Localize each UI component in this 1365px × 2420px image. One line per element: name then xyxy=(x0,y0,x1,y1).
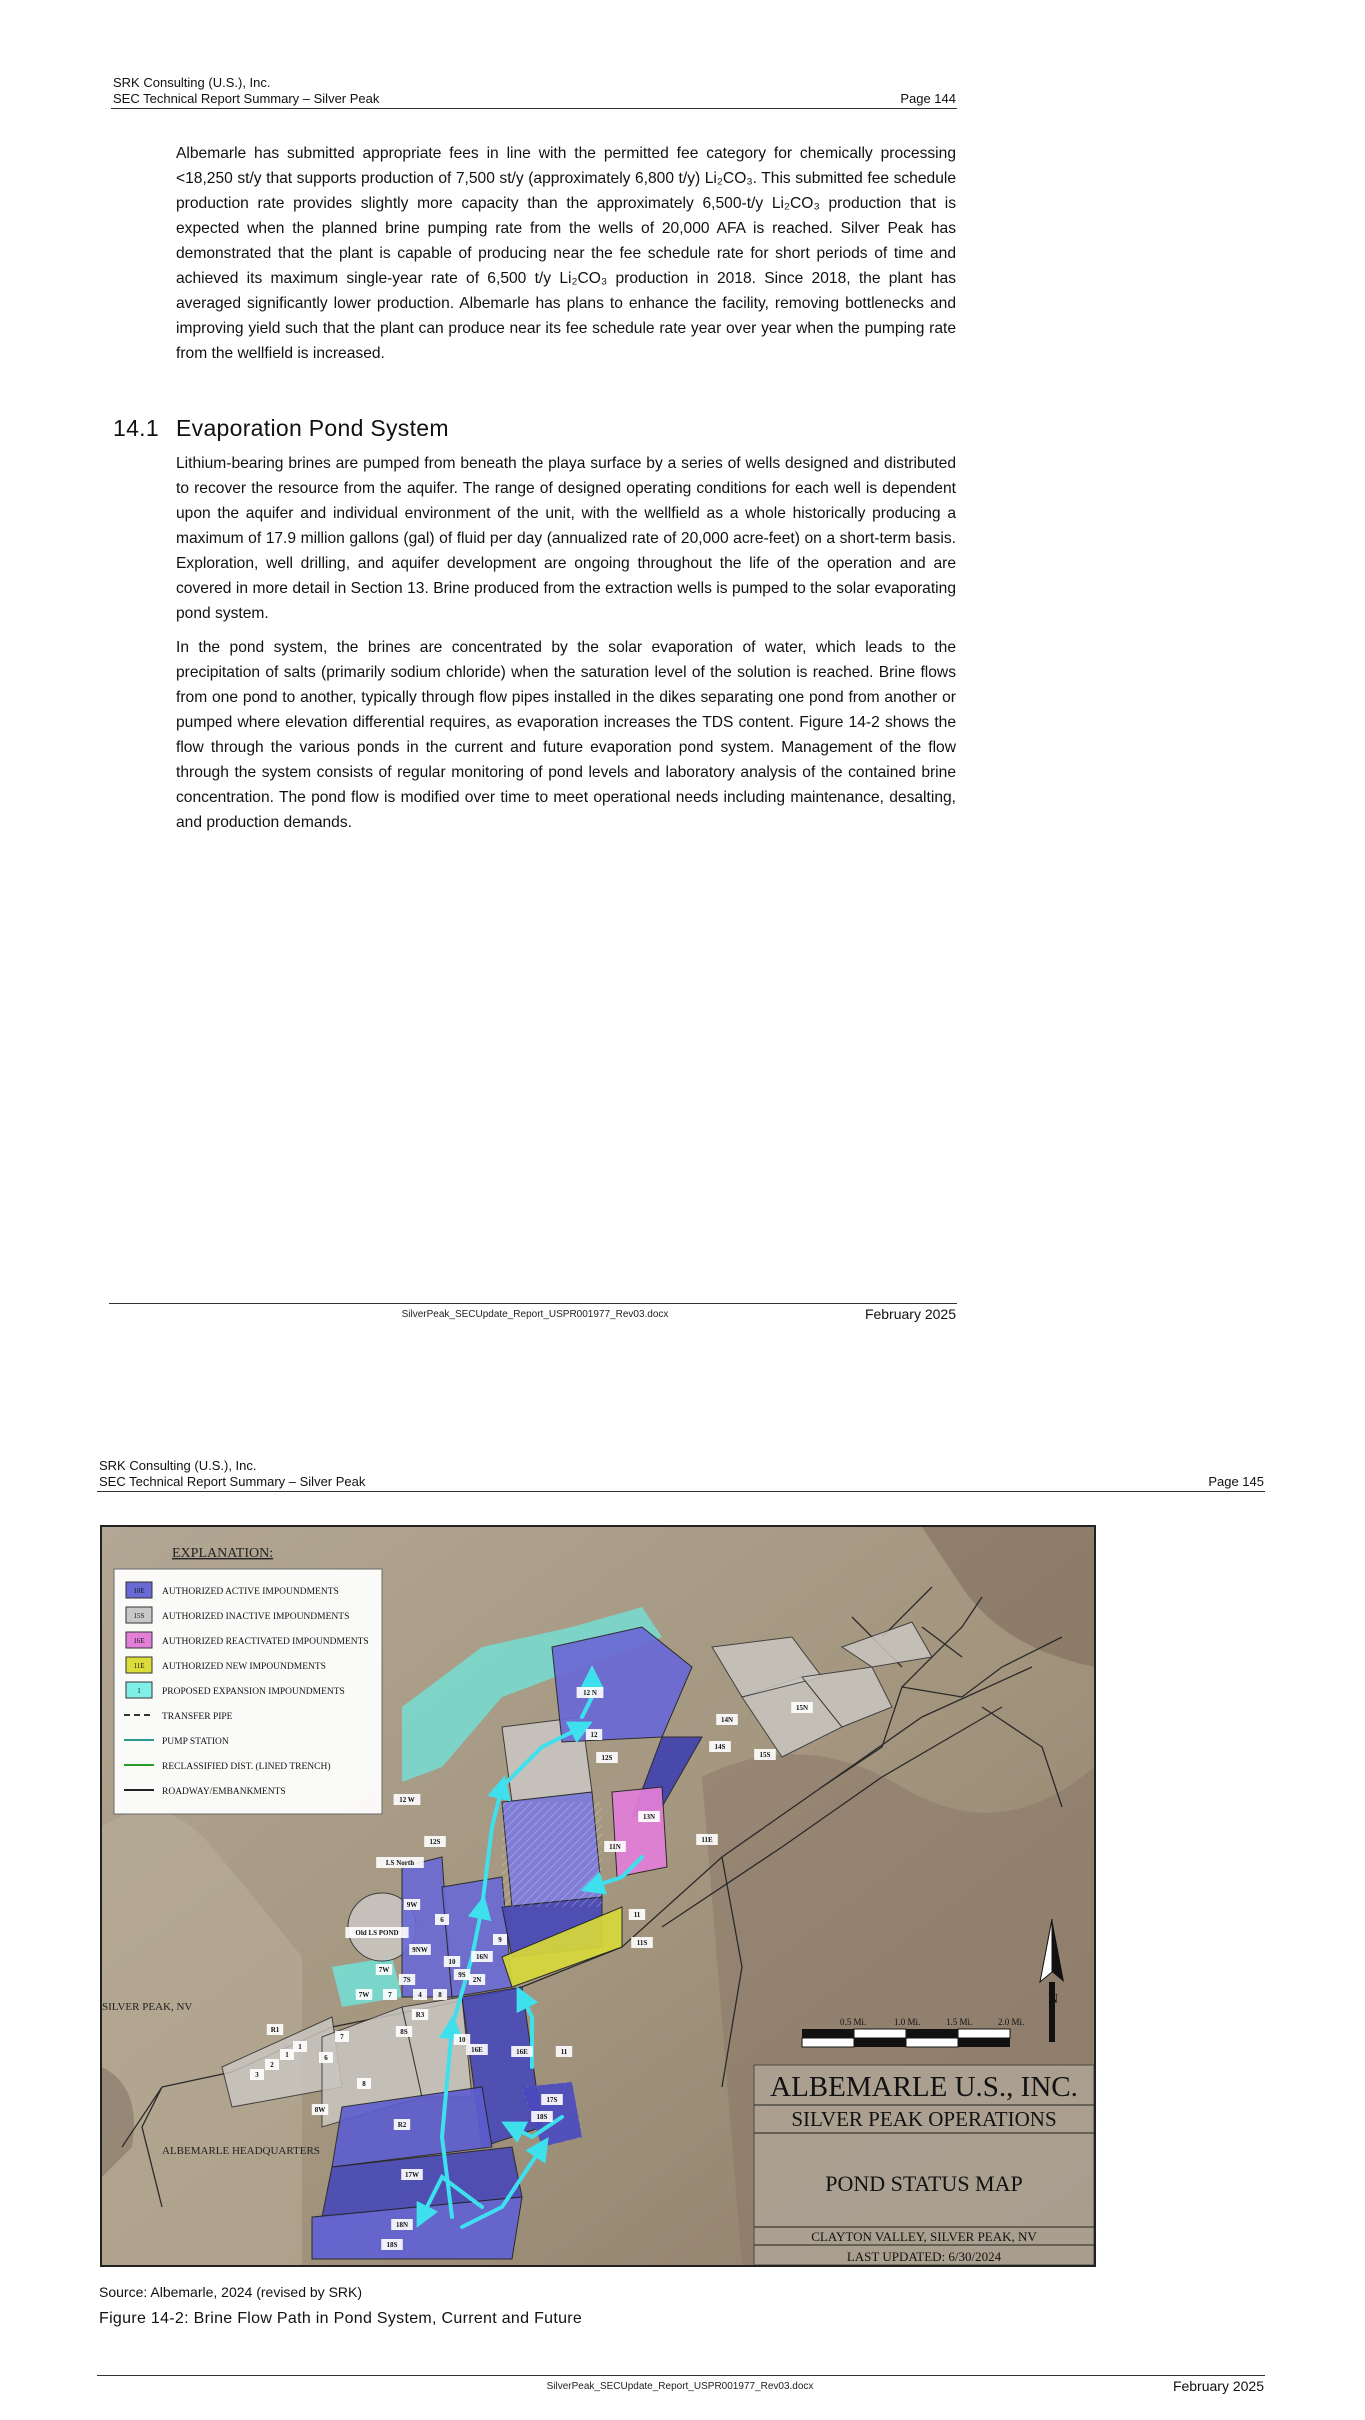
footer-divider xyxy=(109,1303,957,1304)
svg-text:6: 6 xyxy=(440,1916,444,1924)
svg-text:10: 10 xyxy=(448,1958,456,1966)
pond-label xyxy=(250,2069,264,2080)
pond-label xyxy=(638,1811,660,1822)
pond-label xyxy=(319,2052,333,2063)
scale-label: 1.0 Mi. xyxy=(894,2017,921,2027)
pond-label xyxy=(444,1956,460,1967)
place-label-silver-peak: SILVER PEAK, NV xyxy=(102,2001,193,2013)
svg-text:R2: R2 xyxy=(397,2121,407,2129)
figure-caption: Figure 14-2: Brine Flow Path in Pond System, Current and Future xyxy=(99,2310,583,2327)
section-heading xyxy=(113,414,449,442)
header-report-title: SEC Technical Report Summary – Silver Peak xyxy=(113,91,380,106)
svg-text:9: 9 xyxy=(498,1936,502,1944)
pond-label xyxy=(471,1951,493,1962)
pond-label xyxy=(412,2009,428,2020)
pond-label xyxy=(604,1841,626,1852)
svg-text:LS North: LS North xyxy=(385,1859,415,1867)
svg-text:14S: 14S xyxy=(714,1743,726,1751)
svg-text:11S: 11S xyxy=(636,1939,648,1947)
svg-text:16E: 16E xyxy=(471,2046,483,2054)
svg-text:15N: 15N xyxy=(795,1704,809,1712)
svg-text:14N: 14N xyxy=(720,1716,734,1724)
svg-text:17W: 17W xyxy=(405,2171,419,2179)
pond-label xyxy=(541,2094,563,2105)
pond-label xyxy=(791,1702,813,1713)
header-divider xyxy=(111,108,957,109)
pond-label xyxy=(696,1834,718,1845)
pond-label xyxy=(267,2024,283,2035)
header-divider xyxy=(97,1491,1265,1492)
pond-label xyxy=(312,2104,328,2115)
pond-label xyxy=(596,1752,618,1763)
paragraph: Lithium-bearing brines are pumped from beneath the playa surface by a series of wells designed and distributed to recover the resource from the aquifer. The range of designed operating conditions for each well is dependent upon the aquifer and individual environment of the unit, with the wellfield as a whole historically producing a maximum of 17.9 million gallons (gal) of fluid per day (annualized rate of 20,000 acre-feet) on a short-term basis. Exploration, well drilling, and aquifer development are ongoing throughout the life of the operation and are covered in more detail in Section 13. Brine produced from the extraction wells is pumped to the solar evaporating pond system. xyxy=(176,455,956,622)
pond-label xyxy=(394,1794,421,1805)
footer-date: February 2025 xyxy=(1172,2378,1264,2394)
pond-label xyxy=(399,1974,415,1985)
legend-label: AUTHORIZED REACTIVATED IMPOUNDMENTS xyxy=(162,1637,369,1647)
pond-label xyxy=(404,1899,420,1910)
header-company: SRK Consulting (U.S.), Inc. xyxy=(113,75,271,90)
pond-label xyxy=(629,1909,645,1920)
north-label: N xyxy=(1048,1992,1059,2007)
pond-label xyxy=(433,1989,447,2000)
pond-label xyxy=(531,2111,553,2122)
section-title: Evaporation Pond System xyxy=(176,415,449,441)
svg-text:R1: R1 xyxy=(270,2026,280,2034)
pond-label xyxy=(345,1927,408,1938)
legend-label: AUTHORIZED NEW IMPOUNDMENTS xyxy=(162,1662,326,1672)
svg-text:8S: 8S xyxy=(400,2028,408,2036)
svg-text:12: 12 xyxy=(590,1731,598,1739)
scale-label: 0.5 Mi. xyxy=(840,2017,867,2027)
svg-text:18S: 18S xyxy=(536,2113,548,2121)
hatch-overlay xyxy=(502,1802,602,1907)
legend-label: AUTHORIZED ACTIVE IMPOUNDMENTS xyxy=(162,1587,339,1597)
svg-text:12 N: 12 N xyxy=(583,1689,597,1697)
pond-label xyxy=(409,1944,431,1955)
title-updated: LAST UPDATED: 6/30/2024 xyxy=(846,2249,1002,2264)
svg-text:7: 7 xyxy=(388,1991,392,1999)
paragraph: In the pond system, the brines are concentrated by the solar evaporation of water, which leads to the precipitation of salts (primarily sodium chloride) when the saturation level of the solution is reached. Brine flows from one pond to another, typically through flow pipes installed in the dikes separating one pond from another or pumped where elevation differential requires, as evaporation increases the TDS content. Figure 14-2 shows the flow through the various ponds in the current and future evaporation pond system. Management of the flow through the system consists of regular monitoring of pond levels and laboratory analysis of the contained brine concentration. The pond flow is modified over time to meet operational needs including maintenance, desalting, and production demands. xyxy=(176,639,956,831)
svg-text:11: 11 xyxy=(633,1911,641,1919)
title-block xyxy=(754,2065,1094,2265)
figure-source: Source: Albemarle, 2024 (revised by SRK) xyxy=(99,2284,363,2300)
pond-label xyxy=(396,2026,412,2037)
svg-text:17S: 17S xyxy=(546,2096,558,2104)
svg-text:R3: R3 xyxy=(415,2011,425,2019)
pond-label xyxy=(356,1989,372,2000)
svg-text:16E: 16E xyxy=(516,2048,528,2056)
svg-text:2: 2 xyxy=(270,2061,274,2069)
svg-text:11N: 11N xyxy=(609,1843,621,1851)
pond-label xyxy=(454,1969,470,1980)
section-number: 14.1 xyxy=(113,415,159,441)
svg-text:18S: 18S xyxy=(386,2241,398,2249)
section-text xyxy=(176,451,956,844)
pond-label xyxy=(493,1934,507,1945)
pond-label xyxy=(383,1989,397,2000)
svg-text:18N: 18N xyxy=(395,2221,409,2229)
svg-text:1: 1 xyxy=(285,2051,289,2059)
pond-label xyxy=(556,2046,572,2057)
pond-label xyxy=(280,2049,294,2060)
svg-text:12S: 12S xyxy=(601,1754,613,1762)
footer-filename: SilverPeak_SECUpdate_Report_USPR001977_Rev03.docx xyxy=(546,2381,814,2392)
scale-label: 2.0 Mi. xyxy=(998,2017,1025,2027)
legend-label: ROADWAY/EMBANKMENTS xyxy=(162,1787,286,1797)
svg-text:3: 3 xyxy=(255,2071,259,2079)
legend-label: PROPOSED EXPANSION IMPOUNDMENTS xyxy=(162,1687,345,1697)
pond-label xyxy=(469,1974,485,1985)
pond-label xyxy=(424,1836,446,1847)
legend-label: PUMP STATION xyxy=(162,1737,229,1747)
footer-divider xyxy=(97,2375,1265,2376)
page-number: Page 145 xyxy=(1208,1474,1264,1489)
footer-date: February 2025 xyxy=(864,1306,956,1322)
pond-label xyxy=(376,1964,392,1975)
svg-text:8: 8 xyxy=(362,2080,366,2088)
pond-label xyxy=(577,1687,604,1698)
title-operation: SILVER PEAK OPERATIONS xyxy=(791,2107,1057,2131)
svg-text:Old LS POND: Old LS POND xyxy=(355,1929,399,1937)
pond-label xyxy=(357,2078,371,2089)
pond-label xyxy=(265,2059,279,2070)
svg-text:11E: 11E xyxy=(701,1836,713,1844)
pond-status-map xyxy=(100,1525,1096,2267)
legend-code: 1 xyxy=(137,1687,141,1695)
report-page-145 xyxy=(0,1385,1365,2420)
svg-text:7W: 7W xyxy=(358,1991,370,1999)
pond-label xyxy=(586,1729,602,1740)
svg-text:12S: 12S xyxy=(429,1838,441,1846)
legend-label: AUTHORIZED INACTIVE IMPOUNDMENTS xyxy=(162,1612,350,1622)
pond-label xyxy=(401,2169,423,2180)
svg-text:2N: 2N xyxy=(472,1976,482,1984)
legend-label: RECLASSIFIED DIST. (LINED TRENCH) xyxy=(162,1762,331,1772)
svg-text:13N: 13N xyxy=(642,1813,656,1821)
legend-title: EXPLANATION: xyxy=(172,1546,274,1561)
svg-text:9S: 9S xyxy=(458,1971,466,1979)
legend-label: TRANSFER PIPE xyxy=(162,1712,233,1722)
svg-text:4: 4 xyxy=(418,1991,422,1999)
pond-label xyxy=(466,2044,488,2055)
pond-label xyxy=(391,2219,413,2230)
pond-label xyxy=(335,2031,349,2042)
pond-label xyxy=(376,1857,424,1868)
pond-label xyxy=(754,1749,776,1760)
svg-text:11: 11 xyxy=(560,2048,568,2056)
svg-text:7W: 7W xyxy=(378,1966,390,1974)
svg-text:16N: 16N xyxy=(475,1953,489,1961)
pond-label xyxy=(631,1937,653,1948)
intro-text xyxy=(176,141,956,375)
pond-13N xyxy=(612,1787,667,1877)
header-report-title: SEC Technical Report Summary – Silver Peak xyxy=(99,1474,366,1489)
svg-text:8: 8 xyxy=(438,1991,442,1999)
legend-code: 15S xyxy=(133,1612,145,1620)
svg-text:6: 6 xyxy=(324,2054,328,2062)
svg-text:1: 1 xyxy=(298,2043,302,2051)
header-company: SRK Consulting (U.S.), Inc. xyxy=(99,1458,257,1473)
svg-text:8W: 8W xyxy=(314,2106,326,2114)
scale-label: 1.5 Mi. xyxy=(946,2017,973,2027)
pond-label xyxy=(293,2041,307,2052)
title-location: CLAYTON VALLEY, SILVER PEAK, NV xyxy=(811,2229,1037,2244)
svg-text:7S: 7S xyxy=(403,1976,411,1984)
pond-label xyxy=(435,1914,449,1925)
legend-code: 11E xyxy=(133,1662,145,1670)
title-map-name: POND STATUS MAP xyxy=(825,2171,1023,2196)
pond-label xyxy=(716,1714,738,1725)
page-number: Page 144 xyxy=(900,91,956,106)
svg-text:10: 10 xyxy=(458,2036,466,2044)
pond-label xyxy=(709,1741,731,1752)
svg-text:15S: 15S xyxy=(759,1751,771,1759)
footer-filename: SilverPeak_SECUpdate_Report_USPR001977_Rev03.docx xyxy=(401,1309,669,1320)
pond-label xyxy=(413,1989,427,2000)
svg-text:9NW: 9NW xyxy=(412,1946,428,1954)
pond-label xyxy=(381,2239,403,2250)
legend-code: 10E xyxy=(133,1587,145,1595)
svg-text:9W: 9W xyxy=(406,1901,418,1909)
pond-label xyxy=(454,2034,470,2045)
title-company: ALBEMARLE U.S., INC. xyxy=(770,2071,1078,2103)
place-label-headquarters: ALBEMARLE HEADQUARTERS xyxy=(162,2145,320,2157)
paragraph: Albemarle has submitted appropriate fees in line with the permitted fee category for chemically processing <18,250 st/y that supports production of 7,500 st/y (approximately 6,800 t/y) Li₂CO₃. This submitted fee schedule production rate provides slightly more capacity than the approximately 6,500-t/y Li₂CO₃ production that is expected when the planned brine pumping rate from the wells of 20,000 AFA is reached. Silver Peak has demonstrated that the plant is capable of producing near the fee schedule rate for short periods of time and achieved its maximum single-year rate of 6,500 t/y Li₂CO₃ production in 2018. Since 2018, the plant has averaged significantly lower production. Albemarle has plans to enhance the facility, removing bottlenecks and improving yield such that the plant can produce near its fee schedule rate year over year when the pumping rate from the wellfield is increased. xyxy=(176,145,956,362)
svg-text:7: 7 xyxy=(340,2033,344,2041)
legend-code: 16E xyxy=(133,1637,145,1645)
pond-label xyxy=(511,2046,533,2057)
map-graphic xyxy=(102,1527,1094,2265)
pond-label xyxy=(394,2119,410,2130)
svg-text:12 W: 12 W xyxy=(399,1796,415,1804)
